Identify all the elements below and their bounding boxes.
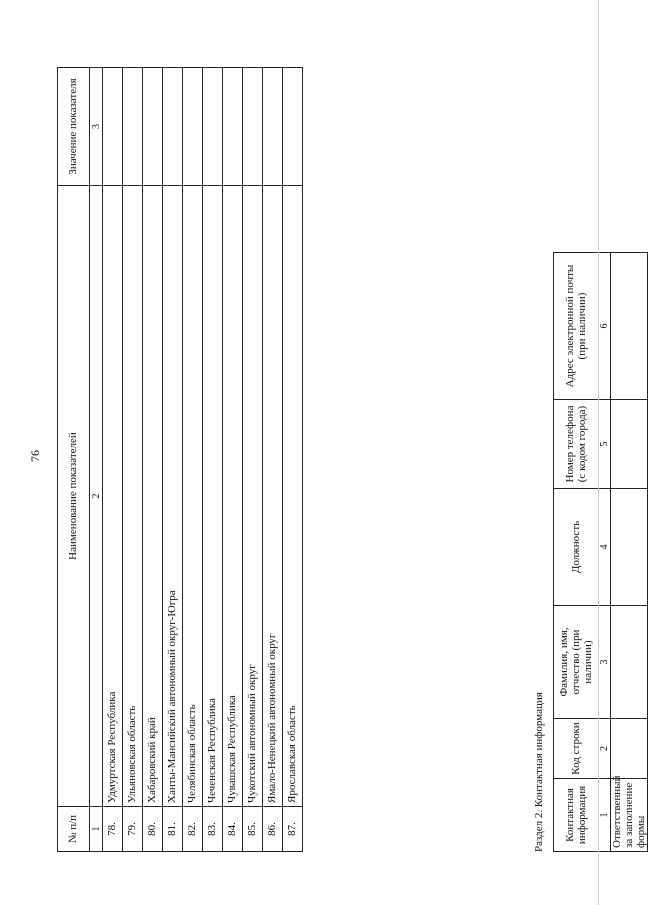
column-number: 2 — [599, 719, 611, 779]
contact-role: Ответственный за заполнение формы — [611, 779, 648, 852]
column-number: 3 — [599, 606, 611, 719]
column-number: 4 — [599, 489, 611, 606]
row-number: 84. — [223, 807, 243, 852]
region-name: Хабаровский край — [143, 186, 163, 807]
row-code-cell — [611, 719, 648, 779]
region-name: Ямало-Ненецкий автономный округ — [263, 186, 283, 807]
indicator-value — [123, 68, 143, 186]
email-cell — [611, 253, 648, 400]
column-number: 5 — [599, 400, 611, 489]
table-row — [183, 68, 203, 852]
column-number: 2 — [90, 186, 103, 807]
table-row — [123, 68, 143, 852]
region-name: Ханты-Мансийский автономный округ-Югра — [163, 186, 183, 807]
indicator-value — [143, 68, 163, 186]
indicator-value — [283, 68, 303, 186]
row-number: 78. — [103, 807, 123, 852]
header-email: Адрес электронной почты (при наличии) — [554, 253, 599, 400]
column-number: 1 — [599, 779, 611, 852]
header-position: Должность — [554, 489, 599, 606]
column-number: 3 — [90, 68, 103, 186]
row-number: 80. — [143, 807, 163, 852]
row-number: 83. — [203, 807, 223, 852]
indicators-table — [57, 67, 303, 852]
indicator-value — [103, 68, 123, 186]
header-number: № п/п — [58, 807, 90, 852]
region-name: Удмуртская Республика — [103, 186, 123, 807]
region-name: Ярославская область — [283, 186, 303, 807]
header-indicator-name: Наименование показателей — [58, 186, 90, 807]
row-number: 82. — [183, 807, 203, 852]
table-row — [611, 253, 648, 852]
column-number-row — [90, 68, 103, 852]
indicator-value — [183, 68, 203, 186]
region-name: Чукотский автономный округ — [243, 186, 263, 807]
region-name: Чувашская Республика — [223, 186, 243, 807]
row-number: 85. — [243, 807, 263, 852]
row-number: 87. — [283, 807, 303, 852]
header-full-name: Фамилия, имя, отчество (при наличии) — [554, 606, 599, 719]
contact-info-table — [553, 252, 648, 852]
table-header-row — [58, 68, 90, 852]
row-number: 86. — [263, 807, 283, 852]
column-number: 6 — [599, 253, 611, 400]
region-name: Челябинская область — [183, 186, 203, 807]
indicator-value — [223, 68, 243, 186]
header-phone: Номер телефона (с кодом города) — [554, 400, 599, 489]
full-name-cell — [611, 606, 648, 719]
row-number: 79. — [123, 807, 143, 852]
header-indicator-value: Значение показателя — [58, 68, 90, 186]
table-row — [163, 68, 183, 852]
table-row — [203, 68, 223, 852]
position-cell — [611, 489, 648, 606]
table-row — [243, 68, 263, 852]
indicator-value — [263, 68, 283, 186]
table-row — [143, 68, 163, 852]
header-row-code: Код строки — [554, 719, 599, 779]
header-contact-info: Контактная информация — [554, 779, 599, 852]
table-header-row — [554, 253, 599, 852]
column-number: 1 — [90, 807, 103, 852]
phone-cell — [611, 400, 648, 489]
table-row — [283, 68, 303, 852]
page-number: 76 — [28, 450, 42, 462]
indicator-value — [243, 68, 263, 186]
row-number: 81. — [163, 807, 183, 852]
region-name: Ульяновская область — [123, 186, 143, 807]
indicator-value — [163, 68, 183, 186]
table-row — [223, 68, 243, 852]
indicator-value — [203, 68, 223, 186]
table-row — [103, 68, 123, 852]
region-name: Чеченская Республика — [203, 186, 223, 807]
section-2-title: Раздел 2. Контактная информация — [533, 692, 545, 852]
table-row — [263, 68, 283, 852]
column-number-row — [599, 253, 611, 852]
scan-edge-line — [598, 0, 599, 905]
